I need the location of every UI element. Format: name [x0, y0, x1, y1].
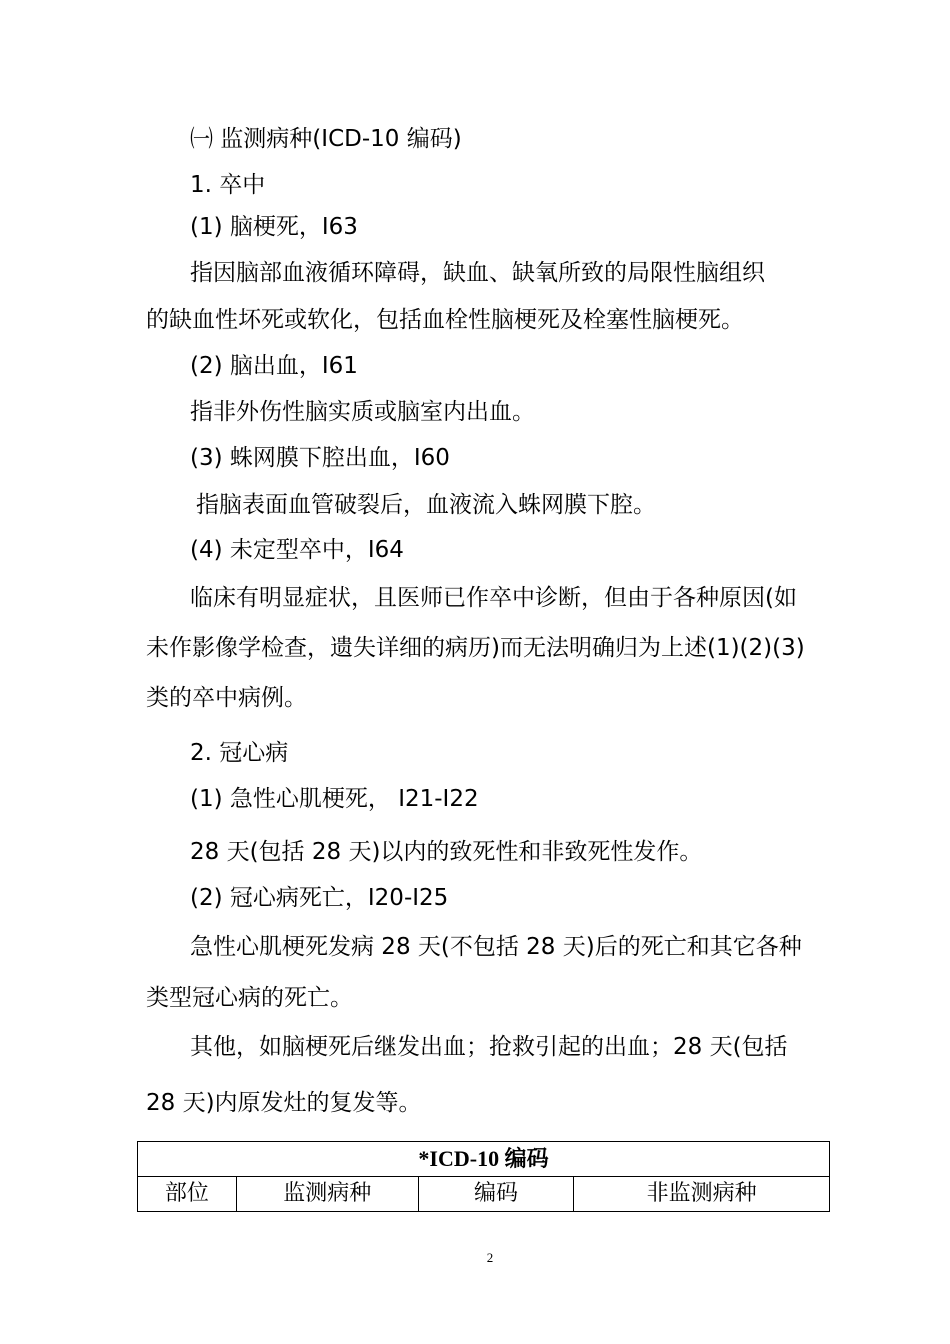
item-heading-cerebral-infarction: (1) 脑梗死，I63 — [190, 214, 358, 240]
table-title: *ICD-10 编码 — [138, 1142, 830, 1177]
paragraph-text: 其他，如脑梗死后继发出血；抢救引起的出血；28 天(包括 — [190, 1034, 788, 1060]
page-number: 2 — [486, 1250, 494, 1265]
paragraph-text: 临床有明显症状，且医师已作卒中诊断，但由于各种原因(如 — [190, 585, 797, 611]
paragraph-text: 指非外伤性脑实质或脑室内出血。 — [190, 399, 535, 425]
item-heading-ami: (1) 急性心肌梗死， I21-I22 — [190, 786, 479, 812]
icd-code-table — [137, 1141, 830, 1212]
paragraph-text: 28 天(包括 28 天)以内的致死性和非致死性发作。 — [190, 839, 703, 865]
item-heading-cerebral-hemorrhage: (2) 脑出血，I61 — [190, 353, 358, 379]
subsection-heading-chd: 2. 冠心病 — [190, 740, 289, 766]
section-heading: ㈠ 监测病种(ICD-10 编码) — [190, 126, 462, 152]
table-header-non-monitored-disease: 非监测病种 — [574, 1177, 830, 1212]
item-heading-subarachnoid: (3) 蛛网膜下腔出血，I60 — [190, 445, 450, 471]
subsection-heading-stroke: 1. 卒中 — [190, 172, 266, 198]
paragraph-text: 未作影像学检查，遗失详细的病历)而无法明确归为上述(1)(2)(3) — [146, 635, 805, 661]
paragraph-text: 急性心肌梗死发病 28 天(不包括 28 天)后的死亡和其它各种 — [190, 934, 802, 960]
paragraph-text: 28 天)内原发灶的复发等。 — [146, 1090, 422, 1116]
table-header-code: 编码 — [418, 1177, 574, 1212]
paragraph-text: 类型冠心病的死亡。 — [146, 985, 353, 1011]
item-heading-chd-death: (2) 冠心病死亡，I20-I25 — [190, 885, 449, 911]
paragraph-text: 的缺血性坏死或软化，包括血栓性脑梗死及栓塞性脑梗死。 — [146, 307, 744, 333]
table-header-site: 部位 — [138, 1177, 237, 1212]
item-heading-undetermined-stroke: (4) 未定型卒中，I64 — [190, 537, 404, 563]
paragraph-text: 类的卒中病例。 — [146, 685, 307, 711]
paragraph-text: 指因脑部血液循环障碍，缺血、缺氧所致的局限性脑组织 — [190, 260, 765, 286]
table-header-monitored-disease: 监测病种 — [236, 1177, 418, 1212]
paragraph-text: 指脑表面血管破裂后，血液流入蛛网膜下腔。 — [196, 492, 656, 518]
